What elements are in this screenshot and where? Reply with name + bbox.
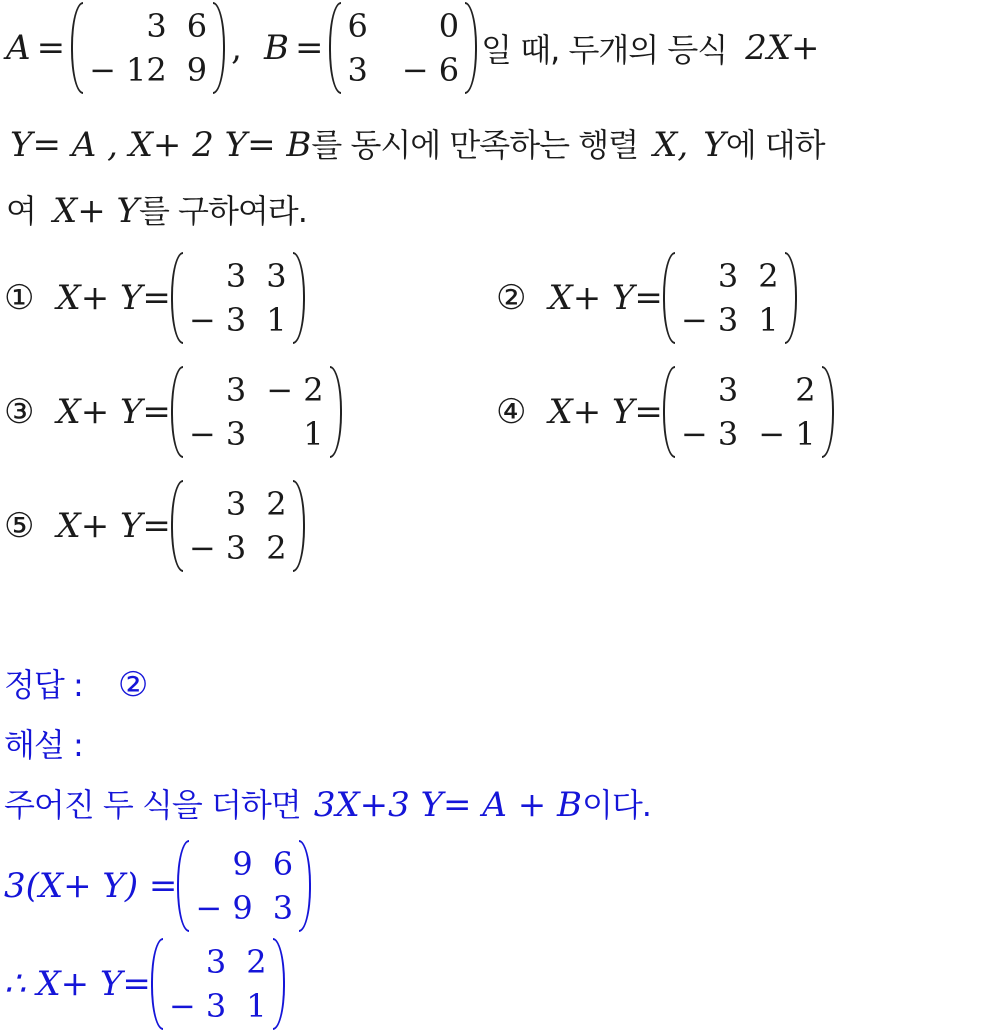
question-math: 2X+ — [745, 28, 820, 68]
matrix-cell: 3 — [225, 485, 247, 523]
matrix-cell: − 3 — [188, 301, 247, 339]
explanation-expression: ∴ X+ Y= — [4, 964, 151, 1004]
answer-line — [4, 660, 170, 706]
choice-number: ④ — [496, 392, 527, 432]
question-text: 여 — [6, 192, 36, 230]
matrix-B — [329, 2, 477, 94]
question-text: 를 구하여라. — [138, 192, 307, 230]
matrix-cell: 0 — [438, 7, 460, 45]
matrix-cell: 1 — [303, 415, 324, 453]
matrix-cell: 2 — [266, 529, 287, 567]
matrix-cell: 3 — [225, 257, 247, 295]
matrix-cell: − 3 — [680, 415, 739, 453]
comma: , — [231, 28, 242, 68]
choice-number: ⑤ — [4, 506, 35, 546]
explanation-matrix — [177, 840, 311, 932]
matrix-cell: 9 — [186, 51, 208, 89]
question-math: Y — [703, 125, 726, 165]
matrix-cell: 1 — [266, 301, 287, 339]
matrix-cell: − 9 — [195, 889, 253, 927]
question-math: X, — [653, 125, 689, 165]
choice-matrix — [663, 252, 797, 344]
matrix-cell: − 1 — [758, 415, 816, 453]
matrix-cell: 2 — [758, 257, 779, 295]
matrix-cell: 6 — [186, 7, 208, 45]
choice-matrix — [171, 252, 305, 344]
answer-value: ② — [117, 665, 149, 705]
choice-matrix — [171, 366, 342, 458]
matrix-cell: 3 — [717, 371, 739, 409]
question-math: X+ Y — [53, 191, 139, 231]
matrix-cell: 2 — [795, 371, 816, 409]
matrix-cell: 6 — [272, 845, 294, 883]
choice-number: ① — [4, 278, 35, 318]
explanation-line-1 — [4, 780, 651, 826]
matrix-cell: − 2 — [266, 371, 324, 409]
choice-expression: X+ Y= — [56, 278, 171, 318]
question-math: Y= A , X+ 2 Y= B — [10, 125, 312, 165]
matrix-cell: − 3 — [188, 529, 247, 567]
choice-3[interactable] — [4, 366, 342, 458]
choice-1[interactable] — [4, 252, 305, 344]
choice-expression: X+ Y= — [56, 506, 171, 546]
matrix-cell: 3 — [272, 889, 294, 927]
matrix-cell: 3 — [266, 257, 287, 295]
matrix-cell: − 3 — [680, 301, 739, 339]
choice-2[interactable] — [496, 252, 797, 344]
matrix-cell: − 6 — [401, 51, 460, 89]
question-line-3 — [6, 186, 307, 232]
choice-4[interactable] — [496, 366, 834, 458]
matrix-cell: 1 — [246, 987, 267, 1025]
explanation-expression: 3(X+ Y) = — [4, 866, 178, 906]
matrix-cell: 3 — [146, 7, 167, 45]
matrix-cell: 3 — [347, 51, 368, 89]
explanation-math: 3X+3 Y= A + B — [313, 785, 582, 825]
matrix-cell: 2 — [266, 485, 287, 523]
matrix-B-symbol: B — [263, 28, 289, 68]
question-text: 를 동시에 만족하는 행렬 — [311, 126, 639, 164]
matrix-cell: − 3 — [188, 415, 247, 453]
matrix-A — [71, 2, 225, 94]
choice-matrix — [171, 480, 305, 572]
matrix-A-symbol: A — [6, 28, 31, 68]
matrix-cell: 2 — [246, 943, 267, 981]
matrix-cell: − 12 — [89, 51, 167, 89]
choice-expression: X+ Y= — [548, 392, 663, 432]
explanation-matrix — [151, 938, 285, 1030]
choice-5[interactable] — [4, 480, 305, 572]
explanation-line-3 — [4, 938, 285, 1030]
question-line-1 — [6, 2, 820, 94]
matrix-cell: − 3 — [168, 987, 227, 1025]
choice-expression: X+ Y= — [56, 392, 171, 432]
choice-number: ② — [496, 278, 527, 318]
matrix-cell: 3 — [205, 943, 227, 981]
explanation-text: 이다. — [581, 786, 651, 824]
choice-number: ③ — [4, 392, 35, 432]
question-text: 일 때, 두개의 등식 — [481, 31, 728, 69]
question-text: 에 대하 — [725, 126, 825, 164]
choice-matrix — [663, 366, 834, 458]
explanation-label-line — [4, 720, 83, 766]
equals-sign: = — [294, 28, 324, 68]
answer-label: 정답 : — [4, 666, 83, 704]
explanation-text: 주어진 두 식을 더하면 — [4, 786, 301, 824]
matrix-cell: 3 — [225, 371, 247, 409]
question-line-2 — [10, 120, 825, 166]
explanation-line-2 — [4, 840, 311, 932]
matrix-cell: 6 — [347, 7, 368, 45]
explanation-label: 해설 : — [4, 726, 83, 764]
choice-expression: X+ Y= — [548, 278, 663, 318]
matrix-cell: 9 — [232, 845, 253, 883]
matrix-cell: 1 — [758, 301, 779, 339]
matrix-cell: 3 — [717, 257, 739, 295]
equals-sign: = — [36, 28, 66, 68]
